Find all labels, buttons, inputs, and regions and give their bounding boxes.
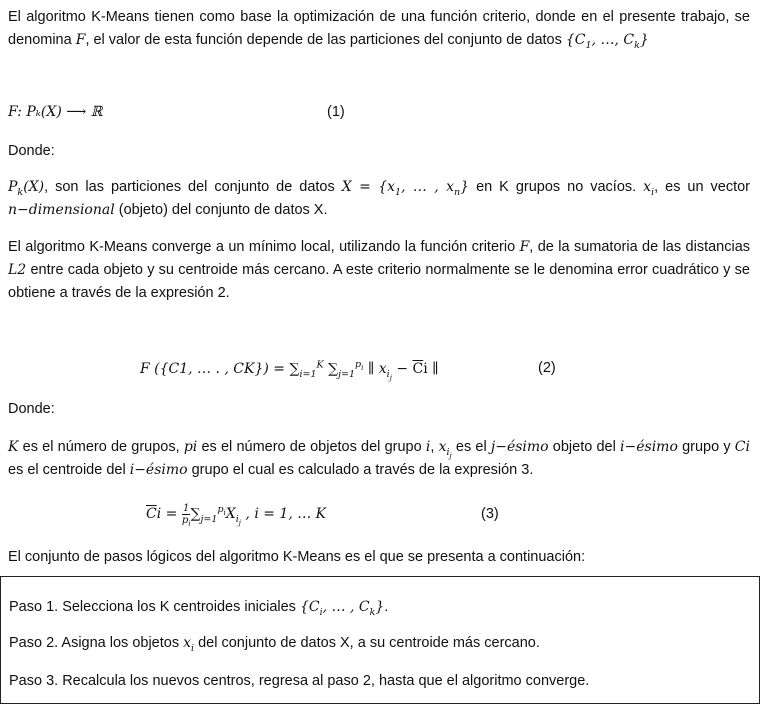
convergence-paragraph: El algoritmo K-Means converge a un mínimo local, utilizando la función criterio F, de la sumatoria de las distancias L2 entre cada objeto y su centroide más cercano. A este criterio normalmente se le denomina error cuadrático y se obtiene a través de la expresión 2. (8, 239, 751, 301)
step-3: Paso 3. Recalcula los nuevos centros, regresa al paso 2, hasta que el algoritmo converge. (9, 673, 590, 689)
math-F: F (75, 32, 86, 48)
math-X-set: $X = \{x_1$, … , $x_n$} (341, 179, 470, 198)
equation-3: $\overline{C}i$ = $\frac{1}{p_i}$ $\sum_{j=1}^{p_i}X_{i_j}$ , i = 1, … K (146, 502, 327, 528)
equation-1-number: (1) (327, 104, 345, 120)
math-F-2: F (519, 239, 530, 255)
step-1: Paso 1. Selecciona los K centroides iniciales {$C_i$, … , $C_k$}. (9, 599, 389, 618)
equation-1-formula: F: Pₖ(X) ⟶ ℝ (8, 104, 103, 120)
math-n-dimensional: n−dimensional (8, 202, 115, 218)
step-2: Paso 2. Asigna los objetos $x_i$ del conjunto de datos X, a su centroide más cercano. (9, 635, 540, 654)
steps-intro: El conjunto de pasos lógicos del algoritmo K-Means es el que se presenta a continuación: (8, 549, 586, 565)
equation-3-number: (3) (481, 506, 499, 522)
partitions-paragraph: $P_k(X)$, son las particiones del conjunto de datos $X = \{x_1$, … , $x_n$} en K grupos no vacíos. $x_i$, es un vector n−dimensional (objeto) del conjunto de datos X. (8, 179, 751, 218)
equation-2: F ({C1, … . , $CK\}) = \sum_{i=1}^K$ $\sum_{j=1}^{p_i}$ ∥ $x_{i_j} - \overline{C}i$ ∥ (140, 359, 439, 382)
donde-label-1: Donde: (8, 143, 55, 159)
equation-1 (8, 101, 750, 124)
math-Pk-X: $P_k(X)$ (8, 179, 45, 198)
equation-2-number: (2) (538, 360, 556, 376)
algorithm-steps-box (0, 576, 760, 704)
math-partition-set: {$C_1$, …, $C_k$} (565, 32, 649, 51)
math-L2: L2 (8, 262, 27, 278)
math-xi: $x_i$ (643, 179, 655, 198)
definitions-paragraph: K es el número de grupos, pi es el número de objetos del grupo i, $x_{i_j}$ es el j−ésimo objeto del i−ésimo grupo y Ci es el centroide del i−ésimo grupo el cual es calculado a través de la expresión 3. (8, 439, 750, 478)
donde-label-2: Donde: (8, 401, 55, 417)
intro-paragraph: El algoritmo K-Means tienen como base la optimización de una función criterio, donde en el presente trabajo, se denomina F, el valor de esta función depende de las particiones del conjunto de datos {$C_1$, …, $C_k$} (8, 9, 750, 51)
